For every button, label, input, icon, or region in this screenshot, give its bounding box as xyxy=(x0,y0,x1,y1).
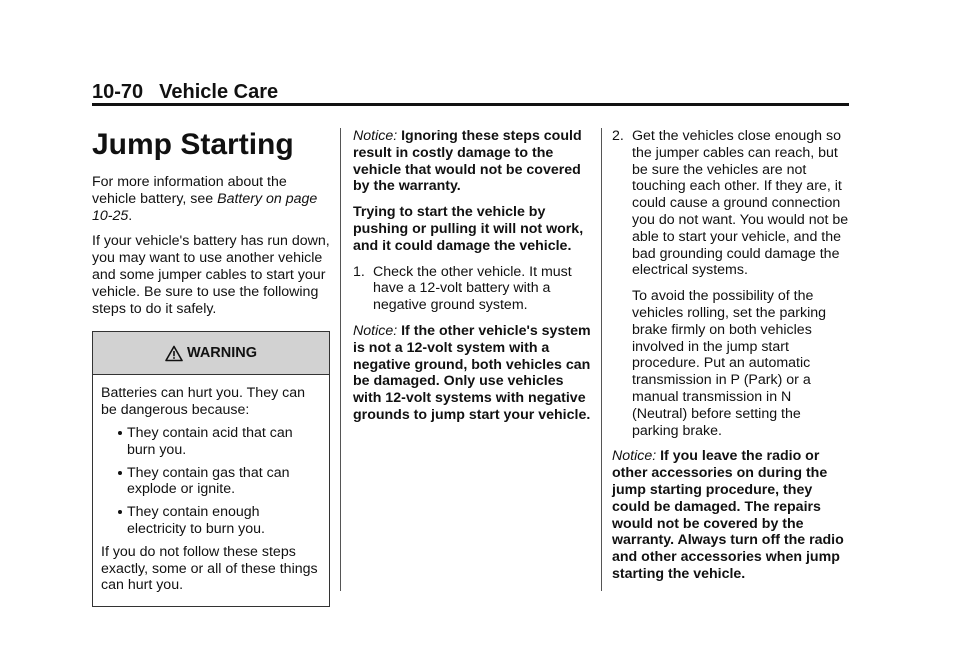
step-item xyxy=(612,128,850,439)
bullet-icon xyxy=(118,510,122,514)
page-number: 10-70 xyxy=(92,81,144,103)
bullet-icon xyxy=(118,431,122,435)
safety-paragraph: If your vehicle's battery has run down, you may want to use another vehicle and some jumper cables to start your vehicle. Be sure to use the following steps to do it safely. xyxy=(92,233,330,317)
column-divider xyxy=(601,128,602,591)
step-list xyxy=(353,264,591,314)
bullet-icon xyxy=(118,471,122,475)
notice-label: Notice: xyxy=(353,322,398,339)
column-3 xyxy=(612,128,850,592)
notice-paragraph: Notice: If the other vehicle's system is not a 12-volt system with a negative ground, both vehicles can be damaged. Only use vehicles with 12-volt systems with negative grounds to jump start your vehicle. xyxy=(353,322,591,423)
intro-paragraph: For more information about the vehicle battery, see Battery on page 10-25. xyxy=(92,174,318,224)
step-text: Get the vehicles close enough so the jumper cables can reach, but be sure the vehicles are not touching each other. If they are, it could cause a ground connection you do not want. You would not be able to start your vehicle, and the bad grounding could damage the electrical systems. xyxy=(632,128,849,279)
step-item xyxy=(353,264,591,314)
step-list xyxy=(612,128,850,439)
notice-paragraph: Notice: If you leave the radio or other accessories on during the jump starting procedure, they could be damaged. The repairs would not be covered by the warranty. Always turn off the radio and other accessories when jump starting the vehicle. xyxy=(612,448,844,582)
list-item: They contain acid that can burn you. xyxy=(101,425,321,459)
warning-icon xyxy=(165,345,183,362)
warning-heading: WARNING xyxy=(186,344,258,361)
page-title: Jump Starting xyxy=(92,128,294,161)
page-header xyxy=(92,81,278,104)
battery-reference-link[interactable]: Battery on page 10-25 xyxy=(92,190,318,224)
step-number: 2. xyxy=(612,128,624,144)
notice-label: Notice: xyxy=(353,128,398,144)
warning-body xyxy=(93,375,329,606)
notice-label: Notice: xyxy=(612,448,657,465)
warning-header xyxy=(93,332,329,375)
warning-list xyxy=(101,425,321,538)
column-1 xyxy=(92,128,330,607)
list-item: They contain enough electricity to burn you. xyxy=(101,504,321,538)
warning-intro: Batteries can hurt you. They can be dangerous because: xyxy=(101,385,305,419)
column-2 xyxy=(353,128,591,433)
step-subtext: To avoid the possibility of the vehicles rolling, set the parking brake firmly on both vehicles involved in the jump start procedure. Put an automatic transmission in P (Park) or a manual transmission in N (Neutral) before setting the parking brake. xyxy=(632,288,826,439)
push-start-warning: Trying to start the vehicle by pushing or pulling it will not work, and it could damage the vehicle. xyxy=(353,204,584,254)
header-rule xyxy=(92,103,849,106)
warning-outro: If you do not follow these steps exactly, some or all of these things can hurt you. xyxy=(101,543,318,594)
step-text: Check the other vehicle. It must have a 12-volt battery with a negative ground system. xyxy=(373,263,572,314)
section-title: Vehicle Care xyxy=(159,81,279,103)
step-number: 1. xyxy=(353,263,365,280)
column-divider xyxy=(340,128,341,591)
list-item: They contain gas that can explode or ignite. xyxy=(101,465,321,499)
notice-paragraph: Notice: Ignoring these steps could result in costly damage to the vehicle that would not be covered by the warranty. xyxy=(353,128,582,195)
warning-box xyxy=(92,331,330,607)
